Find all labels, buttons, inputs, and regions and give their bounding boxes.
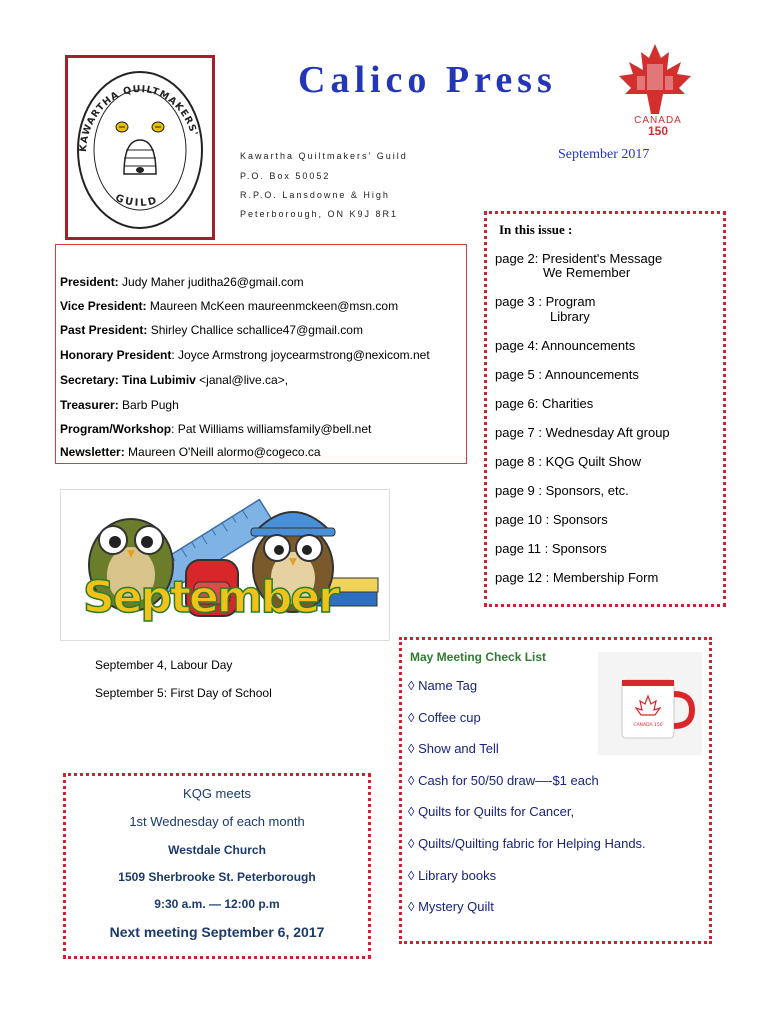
officer-row: [60, 445, 321, 459]
issue-item: page 11 : Sponsors: [495, 541, 607, 556]
issue-item: page 6: Charities: [495, 396, 594, 411]
address-line: P.O. Box 50052: [240, 171, 331, 181]
address-line: Kawartha Quiltmakers' Guild: [240, 151, 408, 161]
holiday-note: September 5: First Day of School: [95, 686, 272, 700]
may-meeting-checklist: [399, 637, 712, 944]
mug-text: CANADA 150: [633, 723, 663, 728]
officer-row: [60, 275, 304, 289]
checklist-item: [408, 868, 496, 883]
kqg-line: 1509 Sherbrooke St. Peterborough: [118, 870, 316, 884]
checklist-label: Quilts for Quilts for Cancer,: [418, 804, 575, 819]
address-line: Peterborough, ON K9J 8R1: [240, 209, 399, 219]
diamond-bullet-icon: ◊: [408, 804, 415, 819]
diamond-bullet-icon: ◊: [408, 710, 415, 725]
mug-photo: [598, 652, 702, 755]
issue-item: page 7 : Wednesday Aft group: [495, 425, 670, 440]
checklist-heading: May Meeting Check List: [410, 650, 547, 664]
diamond-bullet-icon: ◊: [408, 678, 415, 693]
diamond-bullet-icon: ◊: [408, 868, 415, 883]
canada-mug-icon: [598, 652, 702, 755]
holiday-note: September 4, Labour Day: [95, 658, 233, 672]
issue-heading: In this issue :: [499, 222, 573, 237]
officer-row: [60, 373, 288, 387]
officer-value: : Pat Williams williamsfamily@bell.net: [171, 422, 372, 436]
officer-role: Past President:: [60, 323, 148, 337]
checklist-item: [408, 899, 494, 914]
guild-seal-icon: [72, 62, 208, 232]
checklist-label: Coffee cup: [418, 710, 481, 725]
maple-leaf-icon: [615, 42, 695, 117]
officer-row: [60, 323, 363, 337]
issue-item: page 12 : Membership Form: [495, 570, 659, 585]
checklist-item: [408, 710, 481, 725]
issue-item: page 5 : Announcements: [495, 367, 639, 382]
officer-value: Barb Pugh: [118, 398, 179, 412]
in-this-issue-box: [484, 211, 726, 607]
checklist-item: [408, 804, 574, 819]
page-title: Calico Press: [298, 59, 557, 101]
officer-value: Maureen O'Neill alormo@cogeco.ca: [124, 445, 321, 459]
checklist-item: [408, 773, 599, 788]
officer-role: President:: [60, 275, 119, 289]
officer-role: Treasurer:: [60, 398, 119, 412]
checklist-label: Mystery Quilt: [418, 899, 494, 914]
canada-label: CANADA: [634, 115, 682, 126]
officer-role: Vice President:: [60, 299, 147, 313]
issue-item: page 3 : Program: [495, 294, 596, 309]
issue-date: September 2017: [558, 147, 650, 162]
officer-value: Shirley Challice schallice47@gmail.com: [147, 323, 363, 337]
checklist-item: [408, 678, 477, 693]
checklist-item: [408, 836, 646, 851]
canada-number: 150: [647, 124, 669, 138]
officer-value: <janal@live.ca>,: [195, 373, 289, 387]
issue-item: We Remember: [543, 265, 631, 280]
checklist-label: Show and Tell: [418, 741, 499, 756]
officer-role: Newsletter:: [60, 445, 125, 459]
kqg-line: 9:30 a.m. — 12:00 p.m: [154, 897, 280, 911]
officer-row: [60, 299, 398, 313]
next-meeting: Next meeting September 6, 2017: [109, 924, 325, 940]
kqg-meeting-box: [63, 773, 371, 959]
address-line: R.P.O. Lansdowne & High: [240, 190, 390, 200]
checklist-label: Quilts/Quilting fabric for Helping Hands.: [418, 836, 646, 851]
officers-box: [55, 244, 467, 464]
diamond-bullet-icon: ◊: [408, 836, 415, 851]
checklist-label: Name Tag: [418, 678, 478, 693]
diamond-bullet-icon: ◊: [408, 899, 415, 914]
svg-text:GUILD: GUILD: [113, 192, 160, 209]
issue-item: page 4: Announcements: [495, 338, 636, 353]
officer-role: Program/Workshop: [60, 422, 172, 436]
officer-row: [60, 398, 179, 412]
september-clipart: [60, 489, 390, 641]
officer-role: Secretary: Tina Lubimiv: [60, 373, 196, 387]
officer-row: [60, 422, 371, 436]
checklist-label: Cash for 50/50 draw—-$1 each: [418, 773, 599, 788]
officer-row: [60, 348, 430, 362]
issue-item: page 2: President's Message: [495, 251, 663, 266]
kqg-line: 1st Wednesday of each month: [129, 814, 305, 829]
checklist-item: [408, 741, 499, 756]
september-word-art: September: [83, 572, 338, 623]
diamond-bullet-icon: ◊: [408, 741, 415, 756]
diamond-bullet-icon: ◊: [408, 773, 415, 788]
issue-item: Library: [550, 309, 590, 324]
issue-item: page 9 : Sponsors, etc.: [495, 483, 629, 498]
guild-logo: [65, 55, 215, 240]
checklist-label: Library books: [418, 868, 497, 883]
officer-value: : Joyce Armstrong joycearmstrong@nexicom.net: [171, 348, 430, 362]
kqg-line: KQG meets: [183, 786, 251, 801]
officer-role: Honorary President: [60, 348, 172, 362]
svg-text:KAWARTHA QUILTMAKERS': KAWARTHA QUILTMAKERS': [77, 83, 200, 153]
issue-item: page 10 : Sponsors: [495, 512, 608, 527]
officer-value: Maureen McKeen maureenmckeen@msn.com: [146, 299, 399, 313]
officer-value: Judy Maher juditha26@gmail.com: [118, 275, 304, 289]
kqg-line: Westdale Church: [168, 843, 266, 857]
issue-item: page 8 : KQG Quilt Show: [495, 454, 641, 469]
